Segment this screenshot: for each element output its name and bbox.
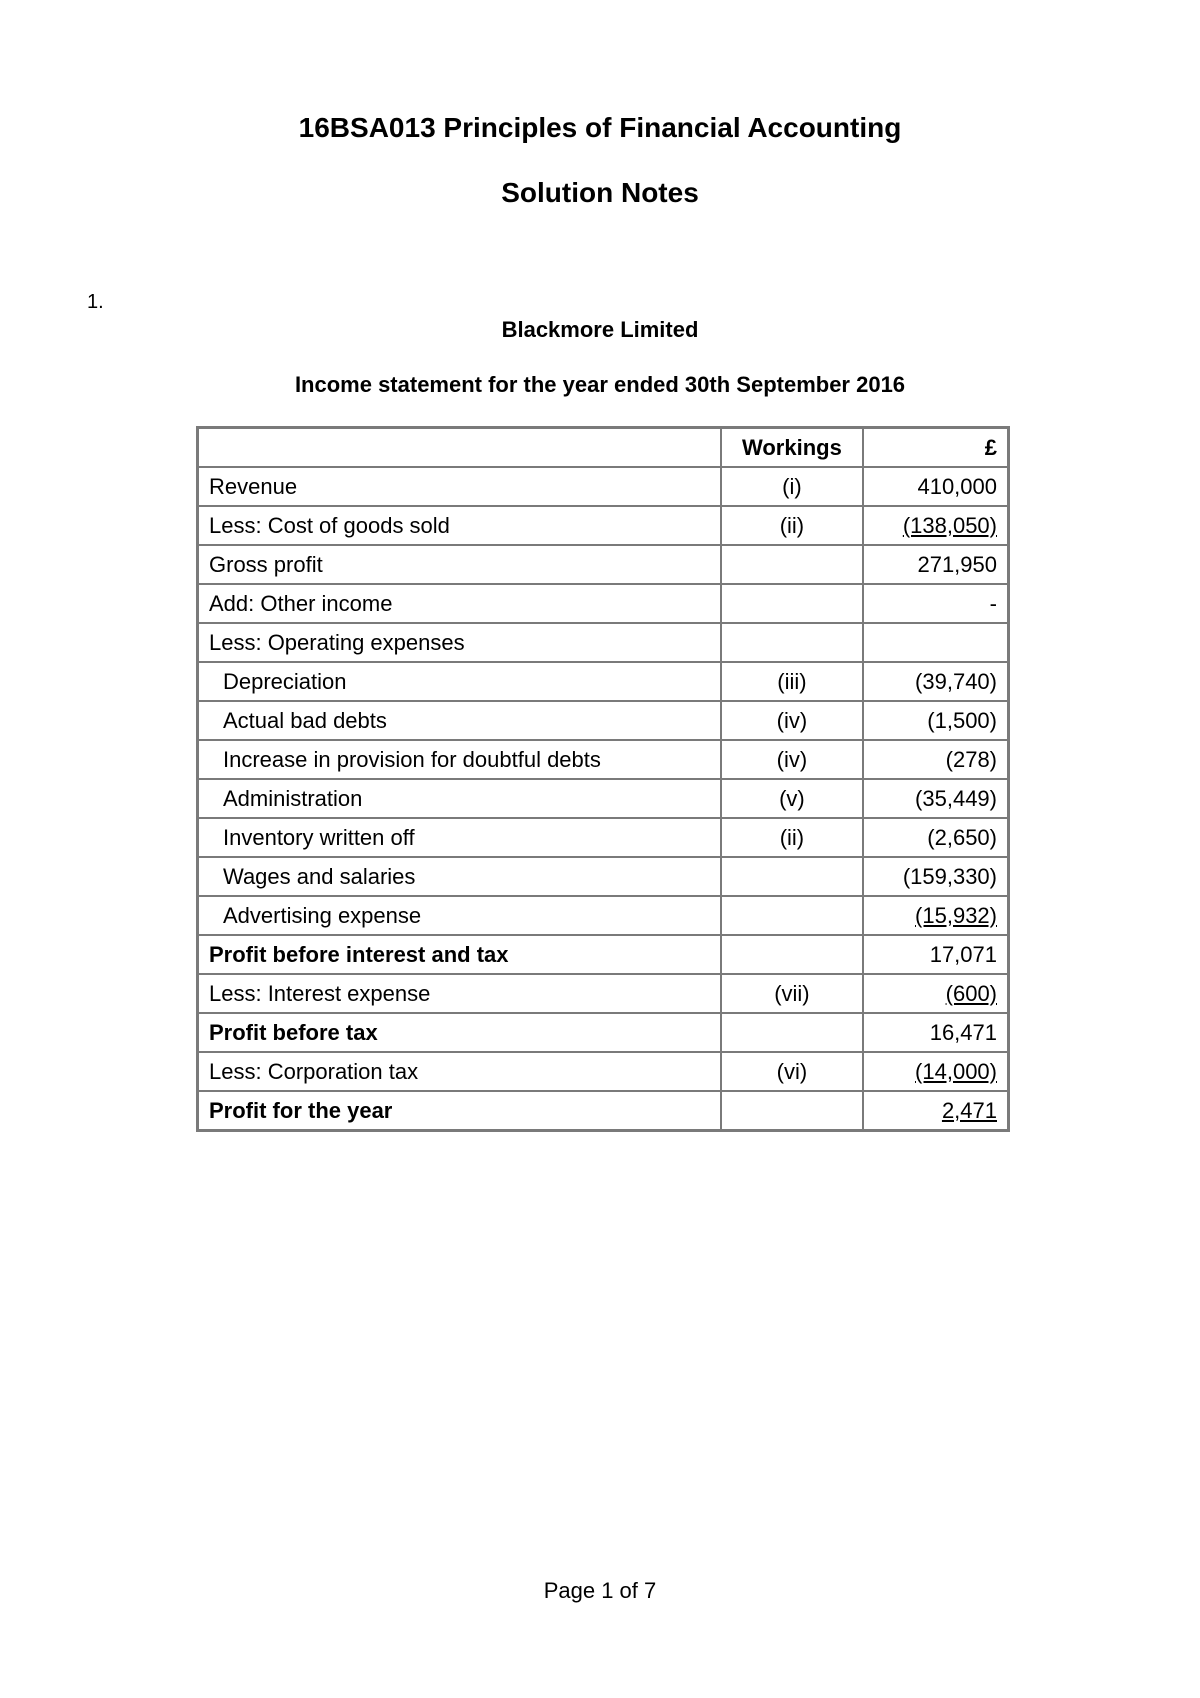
row-workings: (iii)	[721, 662, 864, 701]
row-workings	[721, 623, 864, 662]
row-amount: (35,449)	[863, 779, 1008, 818]
row-amount: 271,950	[863, 545, 1008, 584]
header-description	[198, 428, 721, 468]
row-workings: (vii)	[721, 974, 864, 1013]
table-row	[198, 779, 1009, 818]
row-label: Increase in provision for doubtful debts	[198, 740, 721, 779]
company-name: Blackmore Limited	[501, 317, 699, 342]
row-label: Profit before interest and tax	[198, 935, 721, 974]
row-label: Profit before tax	[198, 1013, 721, 1052]
row-workings: (vi)	[721, 1052, 864, 1091]
row-workings	[721, 545, 864, 584]
table-row	[198, 662, 1009, 701]
row-workings	[721, 584, 864, 623]
income-statement-table	[196, 426, 1010, 1132]
row-label: Less: Corporation tax	[198, 1052, 721, 1091]
row-workings: (iv)	[721, 701, 864, 740]
row-workings	[721, 1013, 864, 1052]
row-workings	[721, 896, 864, 935]
row-amount: 17,071	[863, 935, 1008, 974]
row-label: Wages and salaries	[198, 857, 721, 896]
header-amount: £	[863, 428, 1008, 468]
table-row	[198, 740, 1009, 779]
row-amount: 16,471	[863, 1013, 1008, 1052]
row-amount: (159,330)	[863, 857, 1008, 896]
table-row	[198, 701, 1009, 740]
row-amount: (138,050)	[902, 512, 997, 538]
table-row	[198, 974, 1009, 1013]
row-workings: (iv)	[721, 740, 864, 779]
question-number: 1.	[87, 291, 104, 313]
row-label: Gross profit	[198, 545, 721, 584]
row-amount: (1,500)	[863, 701, 1008, 740]
row-amount: 2,471	[941, 1097, 997, 1123]
row-workings	[721, 935, 864, 974]
row-amount: (15,932)	[915, 902, 997, 928]
table-row	[198, 896, 1009, 935]
row-amount: -	[863, 584, 1008, 623]
table-header-row	[198, 428, 1009, 468]
table-row	[198, 584, 1009, 623]
row-amount: (39,740)	[863, 662, 1008, 701]
table-row	[198, 1052, 1009, 1091]
document-subtitle: Solution Notes	[501, 177, 699, 208]
table-row	[198, 623, 1009, 662]
row-workings: (ii)	[721, 818, 864, 857]
table-row	[198, 467, 1009, 506]
row-workings: (ii)	[721, 506, 864, 545]
table-row	[198, 545, 1009, 584]
table-row	[198, 857, 1009, 896]
row-label: Administration	[198, 779, 721, 818]
row-amount: (278)	[863, 740, 1008, 779]
row-workings	[721, 1091, 864, 1131]
table-row	[198, 818, 1009, 857]
table-row	[198, 1013, 1009, 1052]
statement-title: Income statement for the year ended 30th September 2016	[294, 372, 906, 397]
table-row	[198, 506, 1009, 545]
row-label: Revenue	[198, 467, 721, 506]
row-label: Depreciation	[198, 662, 721, 701]
row-workings: (i)	[721, 467, 864, 506]
page-number: Page 1 of 7	[543, 1578, 657, 1603]
row-label: Profit for the year	[198, 1091, 721, 1131]
row-label: Less: Operating expenses	[198, 623, 721, 662]
row-amount: (2,650)	[863, 818, 1008, 857]
row-amount	[863, 623, 1008, 662]
row-label: Add: Other income	[198, 584, 721, 623]
row-workings	[721, 857, 864, 896]
row-amount: (600)	[945, 980, 997, 1006]
table-row	[198, 1091, 1009, 1131]
row-amount: (14,000)	[915, 1058, 997, 1084]
row-label: Less: Interest expense	[198, 974, 721, 1013]
document-title: 16BSA013 Principles of Financial Accounting	[298, 112, 902, 143]
row-workings: (v)	[721, 779, 864, 818]
row-label: Less: Cost of goods sold	[198, 506, 721, 545]
row-amount: 410,000	[863, 467, 1008, 506]
row-label: Advertising expense	[198, 896, 721, 935]
table-row	[198, 935, 1009, 974]
row-label: Actual bad debts	[198, 701, 721, 740]
header-workings: Workings	[721, 428, 864, 468]
row-label: Inventory written off	[198, 818, 721, 857]
